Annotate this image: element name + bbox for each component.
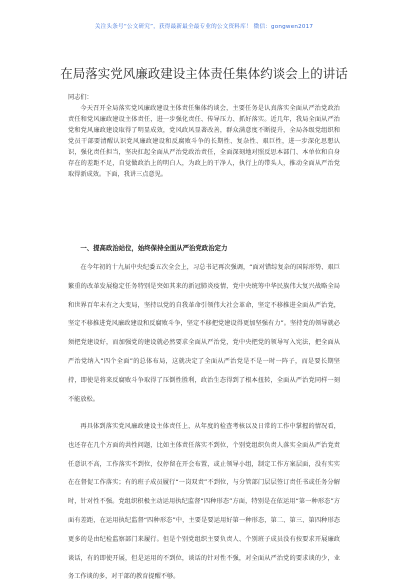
promo-banner[interactable]: 关注头条号“公文研究”，获得最新最全最专业的公文资料库！ 微信：gongwen2017 bbox=[94, 24, 314, 30]
greeting: 同志们： bbox=[68, 94, 93, 101]
intro-paragraph: 今天召开全局落实党风廉政建设主体责任集体约谈会，主要任务是认真落实全面从严治党政治责任和党风廉政建设主体责任，进一步强化责任、传导压力、抓好落实。近几年，我局全面从严治党和党风廉政建设取得了明显成效，党风政风显著改善，群众满意度不断提升，全局各级党组织和党员干部要清醒认识党风廉政建设和反腐败斗争的长期性、复杂性、艰巨性，进一步深化思想认识，强化责任担当，坚决扛起全面从严治党政治责任，全面深刻地对照反思本部门、本单位和自身存在的差距不足，自觉做政治上的明白人，为政上的干净人，执行上的带头人，推动全面从严治党取得新成效。下面，我讲三点意见。 bbox=[68, 105, 340, 178]
document-title: 在局落实党风廉政建设主体责任集体约谈会上的讲话 bbox=[60, 66, 348, 81]
body-paragraph-2: 再具体到落实党风廉政建设主体责任上，从年度的检查考核以及日常的工作中掌握的情况看，也还存在几个方面的共性问题，比如主体责任落实不到位，个别党组织负责人落实全面从严治党责任意识不高，工作落实不到位，仅停留在开会布置，或止领导小组，制定工作方案层面，没有实实在在督促工作落实；有的班子成员履行“一岗双责”不到位，与分管部门层层签订责任书或任务分解时，针对性不强。党组织积极主动运用执纪监督“四种形态”方面，特别是在依运用“第一种形态”方面有差距，在运用执纪监督“四种形态”中，主要是要运用好第一种形态，第二、第三、第四种形态更多的是由纪检监察部门来履行。但是个别党组织主要负责人、个别班子成员没有按要求开展廉政谈话，有的即使开展，但是运用的不到位，谈话的针对性不强，对全面从严治党的要求谈的少，业务工作谈的多，对干部的教育提醒不够。 bbox=[68, 423, 340, 581]
body-paragraph-1: 在今年初的十九届中央纪委五次全会上，习总书记再次强调，“面对错综复杂的国际形势、艰巨繁重的改革发展稳定任务特别是突如其来的新冠肺炎疫情，党中央统筹中华民族伟大复兴战略全局和世界百年未有之大变局，坚持以党的自我革命引领伟大社会革命，坚定不移推进全面从严治党，坚定不移推进党风廉政建设和反腐败斗争，坚定不移把党建设得更加坚强有力”。坚持党的领导就必须把党建设好，而加强党的建设就必然要求全面从严治党，党中央把党的领导写入宪法，把全面从严治党纳入“四个全面”的总体布局，这就决定了全面从严治党是不是一时一阵子，而是要长期坚持，即使是将来反腐败斗争取得了压倒性胜利，政治生态得到了根本扭转，全面从严治党同样一刻不能放松。 bbox=[68, 264, 340, 403]
section-heading-1: 一、提高政治站位，始终保持全面从严治党政治定力 bbox=[80, 244, 228, 252]
